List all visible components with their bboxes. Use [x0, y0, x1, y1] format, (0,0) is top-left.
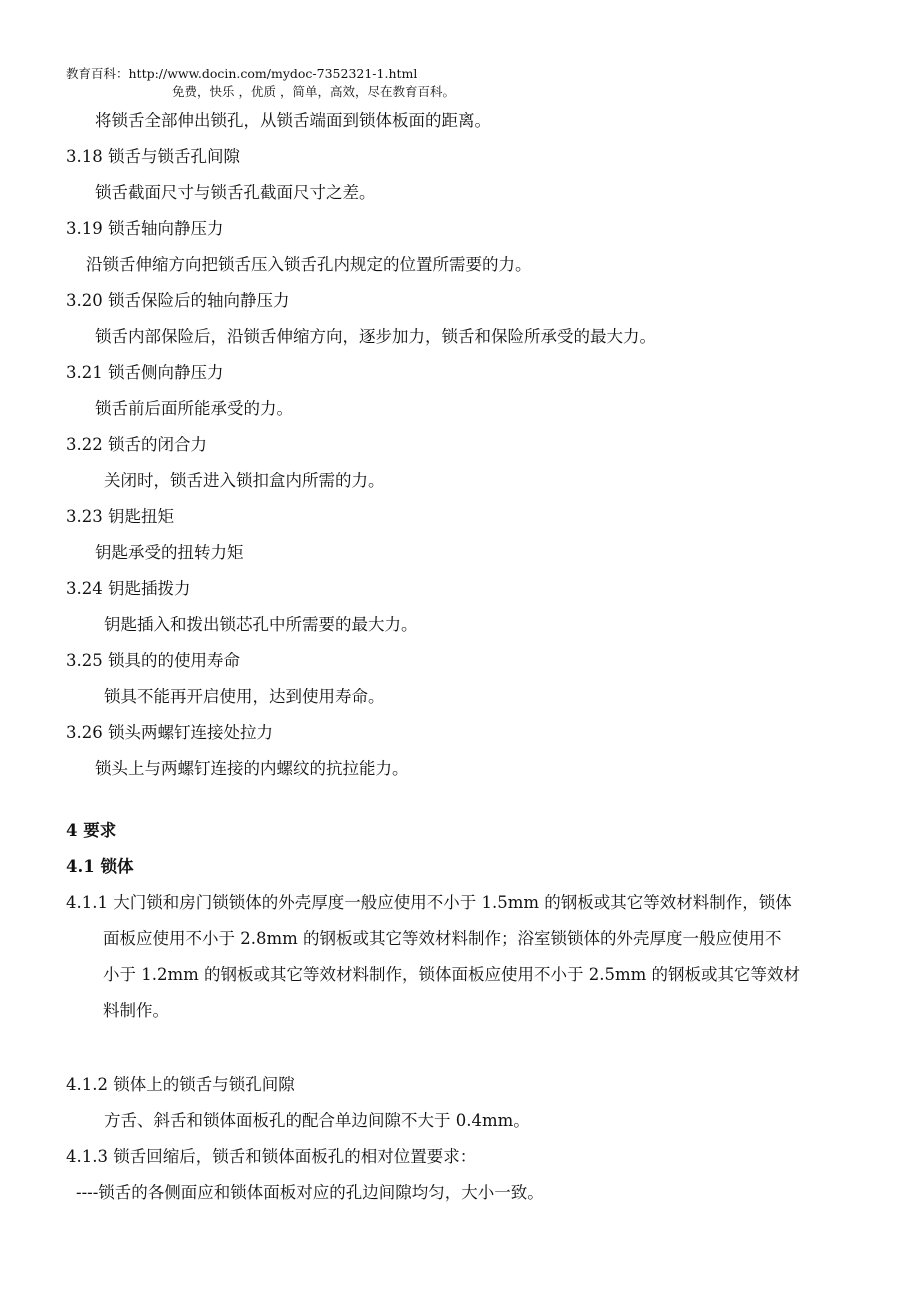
- clause-heading-3-25: 3.25 锁具的的使用寿命: [66, 651, 240, 670]
- clause-heading-3-23: 3.23 钥匙扭矩: [66, 507, 174, 526]
- clause-4-1-1-line-1: 4.1.1 大门锁和房门锁锁体的外壳厚度一般应使用不小于 1.5mm 的钢板或其它等效材料制作，锁体: [66, 893, 792, 912]
- header-source-line: 教育百科：http://www.docin.com/mydoc-7352321-1.html: [66, 66, 418, 81]
- definition-text: 锁舌内部保险后，沿锁舌伸缩方向，逐步加力，锁舌和保险所承受的最大力。: [95, 327, 656, 346]
- requirement-text: 方舌、斜舌和锁体面板孔的配合单边间隙不大于 0.4mm。: [104, 1111, 530, 1130]
- header-slogan: 免费，快乐 ，优质 ，简单，高效，尽在教育百科。: [172, 84, 455, 99]
- clause-4-1-1-line-4: 料制作。: [103, 1001, 169, 1020]
- definition-text: 锁头上与两螺钉连接的内螺纹的抗拉能力。: [95, 759, 409, 778]
- clause-heading-3-18: 3.18 锁舌与锁舌孔间隙: [66, 147, 240, 166]
- definition-text: 锁舌前后面所能承受的力。: [95, 399, 293, 418]
- clause-4-1-1-line-3: 小于 1.2mm 的钢板或其它等效材料制作，锁体面板应使用不小于 2.5mm 的钢板或其它等效材: [103, 965, 801, 984]
- clause-heading-3-20: 3.20 锁舌保险后的轴向静压力: [66, 291, 290, 310]
- definition-text: 钥匙承受的扭转力矩: [95, 543, 244, 562]
- section-heading-4-1: 4.1 锁体: [66, 857, 134, 876]
- definition-text: 钥匙插入和拨出锁芯孔中所需要的最大力。: [104, 615, 418, 634]
- definition-text: 将锁舌全部伸出锁孔，从锁舌端面到锁体板面的距离。: [95, 111, 491, 130]
- clause-4-1-1-line-2: 面板应使用不小于 2.8mm 的钢板或其它等效材料制作；浴室锁锁体的外壳厚度一般应使用不: [103, 929, 782, 948]
- definition-text: 沿锁舌伸缩方向把锁舌压入锁舌孔内规定的位置所需要的力。: [86, 255, 532, 274]
- clause-heading-3-19: 3.19 锁舌轴向静压力: [66, 219, 224, 238]
- section-heading-4: 4 要求: [66, 821, 117, 840]
- requirement-item: ----锁舌的各侧面应和锁体面板对应的孔边间隙均匀，大小一致。: [76, 1183, 544, 1202]
- definition-text: 锁舌截面尺寸与锁舌孔截面尺寸之差。: [95, 183, 376, 202]
- definition-text: 关闭时，锁舌进入锁扣盒内所需的力。: [104, 471, 385, 490]
- clause-heading-3-24: 3.24 钥匙插拨力: [66, 579, 191, 598]
- clause-heading-3-21: 3.21 锁舌侧向静压力: [66, 363, 224, 382]
- clause-heading-4-1-3: 4.1.3 锁舌回缩后，锁舌和锁体面板孔的相对位置要求：: [66, 1147, 477, 1166]
- definition-text: 锁具不能再开启使用，达到使用寿命。: [104, 687, 385, 706]
- clause-heading-3-26: 3.26 锁头两螺钉连接处拉力: [66, 723, 273, 742]
- clause-heading-3-22: 3.22 锁舌的闭合力: [66, 435, 207, 454]
- clause-heading-4-1-2: 4.1.2 锁体上的锁舌与锁孔间隙: [66, 1075, 295, 1094]
